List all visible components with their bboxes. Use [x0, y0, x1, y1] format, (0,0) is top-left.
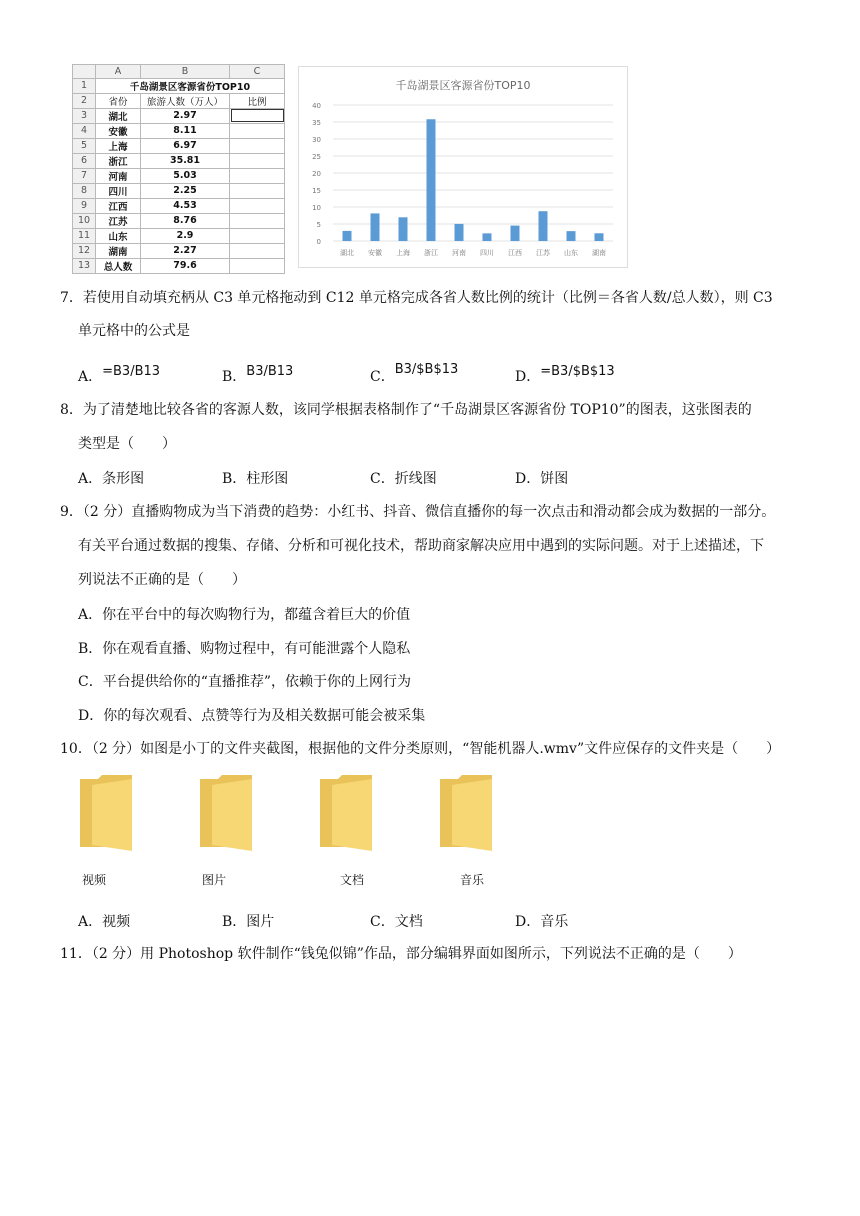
q9-stem-line1: 9．（2 分）直播购物成为当下消费的趋势：小红书、抖音、微信直播你的每一次点击和滑动都会成为数据的一部分。 [60, 504, 776, 520]
q9-option-a[interactable]: A．你在平台中的每次购物行为，都蕴含着巨大的价值 [78, 607, 411, 623]
cell-ratio[interactable] [230, 168, 285, 183]
table-row [73, 153, 285, 168]
q9-option-d[interactable]: D．你的每次观看、点赞等行为及相关数据可能会被采集 [78, 708, 426, 724]
cell-province: 浙江 [96, 153, 141, 168]
folder-video [78, 775, 134, 887]
x-tick-label: 江西 [508, 249, 522, 257]
corner-cell [73, 65, 96, 79]
bar-四川 [483, 233, 492, 241]
cell-visitors: 2.25 [141, 183, 230, 198]
q7-option-a[interactable] [78, 366, 160, 386]
cell-province: 江苏 [96, 213, 141, 228]
q7-option-c[interactable] [370, 362, 459, 386]
folder-pictures [198, 775, 254, 887]
bar-chart-svg [299, 67, 627, 267]
q8-option-b[interactable]: B．柱形图 [222, 471, 289, 487]
cell-total-label: 总人数 [96, 258, 141, 273]
q9-stem-line2: 有关平台通过数据的搜集、存储、分析和可视化技术，帮助商家解决应用中遇到的实际问题。对于上述描述，下 [78, 538, 764, 554]
table-row [73, 183, 285, 198]
cell-province: 江西 [96, 198, 141, 213]
row-number: 2 [73, 93, 96, 108]
q7-stem-line1: 7．若使用自动填充柄从 C3 单元格拖动到 C12 单元格完成各省人数比例的统计（比例＝各省人数/总人数），则 C3 [60, 290, 773, 306]
bar-上海 [399, 217, 408, 241]
table-row [73, 243, 285, 258]
q7-option-b[interactable] [222, 366, 293, 386]
row-number: 1 [73, 78, 96, 93]
cell-province: 河南 [96, 168, 141, 183]
folder-label: 图片 [202, 873, 227, 887]
x-tick-label: 山东 [564, 249, 578, 257]
column-header-row [73, 65, 285, 79]
row-number: 8 [73, 183, 96, 198]
header-ratio: 比例 [230, 93, 285, 108]
cell-visitors: 35.81 [141, 153, 230, 168]
q10-option-c[interactable]: C．文档 [370, 914, 423, 930]
q9-option-c[interactable]: C．平台提供给你的“直播推荐”，依赖于你的上网行为 [78, 674, 412, 690]
cell-province: 安徽 [96, 123, 141, 138]
q10-option-a[interactable]: A．视频 [78, 914, 131, 930]
q10-stem-line1: 10．（2 分）如图是小丁的文件夹截图，根据他的文件分类原则，“智能机器人.wmv”文件应保存的文件夹是（ ） [60, 741, 781, 757]
q9-stem-line3: 列说法不正确的是（ ） [78, 572, 246, 588]
header-province: 省份 [96, 93, 141, 108]
q8-stem-line1: 8．为了清楚地比较各省的客源人数，该同学根据表格制作了“千岛湖景区客源省份 TOP10”的图表，这张图表的 [60, 402, 752, 418]
y-tick-label: 35 [312, 119, 321, 127]
y-tick-label: 10 [312, 204, 321, 212]
q7-stem-line2: 单元格中的公式是 [78, 323, 190, 339]
folder-documents [318, 775, 374, 887]
table-row [73, 198, 285, 213]
bar-浙江 [427, 119, 436, 241]
row-number: 10 [73, 213, 96, 228]
option-letter: D． [515, 369, 541, 385]
spreadsheet-table [72, 64, 285, 274]
table-row [73, 258, 285, 273]
bar-chart [298, 66, 628, 268]
x-tick-label: 上海 [396, 249, 410, 257]
cell-province: 四川 [96, 183, 141, 198]
folder-label: 音乐 [460, 873, 485, 887]
row-number: 11 [73, 228, 96, 243]
folder-icon [78, 775, 134, 851]
cell-visitors: 6.97 [141, 138, 230, 153]
cell-ratio[interactable] [230, 213, 285, 228]
bar-河南 [455, 224, 464, 241]
table-row [73, 213, 285, 228]
cell-ratio[interactable] [230, 198, 285, 213]
q8-option-c[interactable]: C．折线图 [370, 471, 437, 487]
q8-option-a[interactable]: A．条形图 [78, 471, 145, 487]
y-tick-label: 30 [312, 136, 321, 144]
x-tick-label: 湖南 [592, 249, 606, 257]
row-number: 9 [73, 198, 96, 213]
cell-ratio[interactable] [230, 138, 285, 153]
q8-option-d[interactable]: D．饼图 [515, 471, 569, 487]
column-header-a: A [96, 65, 141, 79]
q9-option-b[interactable]: B．你在观看直播、购物过程中，有可能泄露个人隐私 [78, 641, 411, 657]
x-tick-label: 江苏 [536, 249, 550, 257]
x-tick-label: 湖北 [340, 249, 354, 257]
folder-music [438, 775, 494, 887]
table-row [73, 123, 285, 138]
row-number: 6 [73, 153, 96, 168]
cell-province: 上海 [96, 138, 141, 153]
cell-visitors: 2.27 [141, 243, 230, 258]
row-number: 13 [73, 258, 96, 273]
cell-visitors: 8.76 [141, 213, 230, 228]
row-number: 4 [73, 123, 96, 138]
cell-visitors: 4.53 [141, 198, 230, 213]
table-row [73, 138, 285, 153]
cell-province: 湖南 [96, 243, 141, 258]
cell-visitors: 5.03 [141, 168, 230, 183]
y-tick-label: 0 [316, 238, 321, 246]
y-tick-label: 40 [312, 102, 321, 110]
table-row [73, 228, 285, 243]
formula-image: B3/$B$13 [394, 362, 459, 377]
cell-ratio[interactable] [230, 228, 285, 243]
y-tick-label: 25 [312, 153, 321, 161]
option-letter: C． [370, 369, 395, 385]
cell-c3-selected[interactable] [230, 108, 285, 123]
x-tick-label: 四川 [480, 249, 494, 257]
table-row [73, 168, 285, 183]
y-tick-label: 5 [316, 221, 321, 229]
bar-江西 [511, 226, 520, 241]
chart-title: 千岛湖景区客源省份TOP10 [395, 79, 531, 92]
folder-icon [438, 775, 494, 851]
row-number: 12 [73, 243, 96, 258]
q10-option-b[interactable]: B．图片 [222, 914, 275, 930]
q8-stem-line2: 类型是（ ） [78, 436, 176, 452]
cell-province: 山东 [96, 228, 141, 243]
cell-ratio[interactable] [230, 153, 285, 168]
x-tick-label: 安徽 [368, 249, 382, 257]
cell-ratio[interactable] [230, 183, 285, 198]
cell-province: 湖北 [96, 108, 141, 123]
bar-山东 [567, 231, 576, 241]
folder-icon [198, 775, 254, 851]
row-number: 7 [73, 168, 96, 183]
cell-ratio[interactable] [230, 243, 285, 258]
q10-option-d[interactable]: D．音乐 [515, 914, 569, 930]
column-header-c: C [230, 65, 285, 79]
x-tick-label: 浙江 [424, 249, 438, 257]
table-row [73, 93, 285, 108]
cell-ratio[interactable] [230, 258, 285, 273]
table-row [73, 78, 285, 93]
row-number: 5 [73, 138, 96, 153]
table-title: 千岛湖景区客源省份TOP10 [96, 78, 285, 93]
header-visitors: 旅游人数（万人） [141, 93, 230, 108]
folder-label: 视频 [82, 873, 107, 887]
bar-湖南 [595, 233, 604, 241]
folder-icon [318, 775, 374, 851]
bar-江苏 [539, 211, 548, 241]
formula-image: B3/B13 [246, 364, 294, 379]
option-letter: A． [78, 369, 103, 385]
cell-total-value: 79.6 [141, 258, 230, 273]
x-tick-label: 河南 [452, 249, 466, 257]
q7-option-d[interactable] [515, 366, 615, 386]
formula-image: =B3/B13 [102, 364, 161, 379]
option-letter: B． [222, 369, 247, 385]
y-tick-label: 20 [312, 170, 321, 178]
cell-visitors: 8.11 [141, 123, 230, 138]
q11-stem-line1: 11．（2 分）用 Photoshop 软件制作“钱兔似锦”作品，部分编辑界面如图所示，下列说法不正确的是（ ） [60, 946, 742, 962]
bar-安徽 [371, 213, 380, 241]
bar-湖北 [343, 231, 352, 241]
table-row [73, 108, 285, 123]
y-tick-label: 15 [312, 187, 321, 195]
spreadsheet-image [72, 64, 292, 273]
cell-visitors: 2.97 [141, 108, 230, 123]
column-header-b: B [141, 65, 230, 79]
formula-image: =B3/$B$13 [540, 364, 615, 379]
cell-visitors: 2.9 [141, 228, 230, 243]
row-number: 3 [73, 108, 96, 123]
cell-ratio[interactable] [230, 123, 285, 138]
folder-label: 文档 [340, 873, 365, 887]
